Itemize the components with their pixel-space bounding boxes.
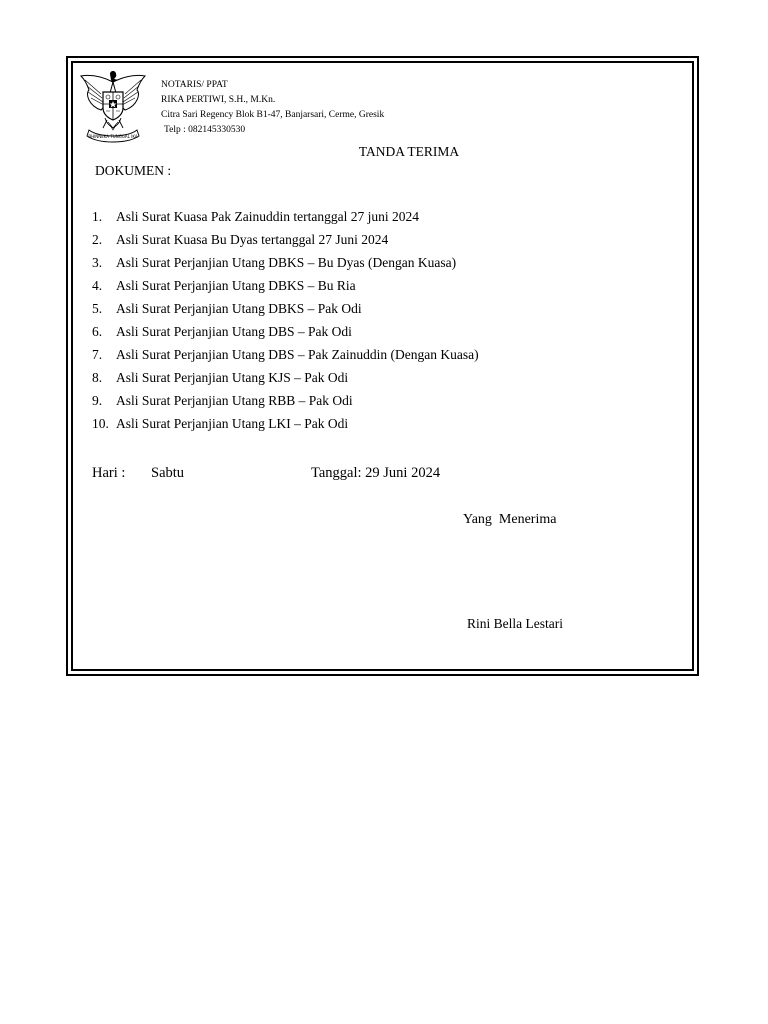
list-item-number: 7.	[92, 347, 103, 362]
receiver-name: Rini Bella Lestari	[467, 616, 563, 631]
list-item-text: Asli Surat Perjanjian Utang DBKS – Bu Ria	[116, 278, 356, 293]
list-item-number: 6.	[92, 324, 103, 339]
list-item	[92, 346, 479, 369]
letterhead-name: RIKA PERTIWI, S.H., M.Kn.	[161, 95, 276, 105]
list-item-number: 2.	[92, 232, 103, 247]
list-item-text: Asli Surat Perjanjian Utang DBKS – Bu Dyas (Dengan Kuasa)	[116, 255, 457, 270]
dokumen-label: DOKUMEN :	[95, 163, 172, 178]
list-item	[92, 254, 479, 277]
list-item-number: 9.	[92, 393, 103, 408]
list-item	[92, 323, 479, 346]
list-item	[92, 392, 479, 415]
list-item-number: 3.	[92, 255, 103, 270]
list-item-number: 4.	[92, 278, 103, 293]
list-item-number: 5.	[92, 301, 103, 316]
tanggal-text: Tanggal: 29 Juni 2024	[311, 465, 441, 481]
list-item-text: Asli Surat Kuasa Bu Dyas tertanggal 27 Juni 2024	[116, 232, 389, 247]
list-item-number: 8.	[92, 370, 103, 385]
list-item-text: Asli Surat Perjanjian Utang LKI – Pak Odi	[116, 416, 349, 431]
document-list	[92, 208, 479, 438]
list-item-text: Asli Surat Perjanjian Utang DBS – Pak Zainuddin (Dengan Kuasa)	[116, 347, 479, 362]
list-item	[92, 369, 479, 392]
list-item	[92, 300, 479, 323]
document-title: TANDA TERIMA	[358, 144, 460, 159]
list-item	[92, 231, 479, 254]
list-item-text: Asli Surat Perjanjian Utang DBKS – Pak Odi	[116, 301, 362, 316]
list-item-number: 1.	[92, 209, 103, 224]
list-item	[92, 415, 479, 438]
list-item-text: Asli Surat Perjanjian Utang DBS – Pak Odi	[116, 324, 352, 339]
receiver-label: Yang Menerima	[463, 512, 557, 527]
list-item-text: Asli Surat Perjanjian Utang KJS – Pak Odi	[116, 370, 349, 385]
list-item	[92, 208, 479, 231]
garuda-emblem-icon	[77, 68, 149, 144]
emblem-motto: BHINNEKA TUNGGAL IKA	[88, 134, 138, 139]
list-item-text: Asli Surat Perjanjian Utang RBB – Pak Odi	[116, 393, 353, 408]
letterhead	[161, 78, 384, 138]
hari-value: Sabtu	[151, 465, 185, 481]
hari-label: Hari :	[92, 465, 126, 481]
letterhead-phone: Telp : 082145330530	[164, 125, 246, 135]
letterhead-address: Citra Sari Regency Blok B1-47, Banjarsari, Cerme, Gresik	[161, 110, 385, 120]
letterhead-profession: NOTARIS/ PPAT	[161, 80, 228, 90]
list-item-number: 10.	[92, 416, 109, 431]
list-item-text: Asli Surat Kuasa Pak Zainuddin tertanggal 27 juni 2024	[116, 209, 419, 224]
list-item	[92, 277, 479, 300]
